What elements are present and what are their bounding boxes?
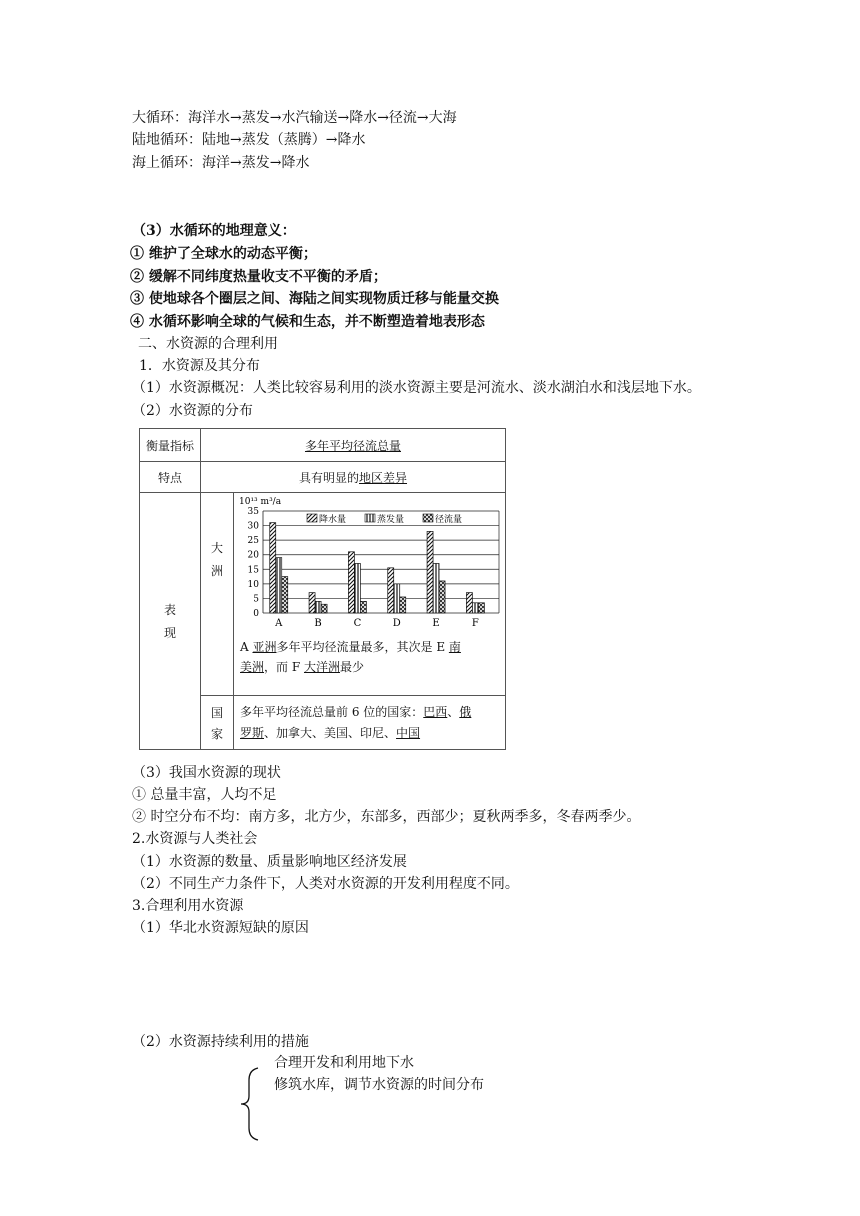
table-cell-continent [234,493,506,696]
rational-item-1: （1）华北水资源短缺的原因 [132,920,309,936]
bar-E-0 [427,531,433,613]
legend-label: 径流量 [435,515,463,525]
society-item-2: （2）不同生产力条件下，人类对水资源的开发利用程度不同。 [132,876,519,892]
indicator-text: 多年平均径流总量 [304,438,401,453]
legend-swatch [307,514,317,522]
y-tick-label: 20 [247,550,259,561]
runoff-bar-chart [237,493,505,633]
bar-D-2 [400,597,406,613]
y-tick-label: 0 [253,609,259,619]
y-tick-label: 15 [247,565,259,576]
legend-label: 降水量 [319,515,347,525]
y-axis-label: 10¹³ m³/a [239,497,282,507]
legend-swatch [365,514,375,522]
table-value-feature: 具有明显的地区差异 [201,462,506,493]
cycle-land: 陆地循环：陆地→蒸发（蒸腾）→降水 [132,132,366,148]
x-tick-label: C [353,618,362,629]
bar-F-2 [478,603,484,613]
significance-item-1: ① 维护了全球水的动态平衡； [130,246,317,262]
water-distribution-title: （2）水资源的分布 [132,403,253,419]
brace-icon [238,1066,264,1142]
bar-C-2 [360,601,366,613]
legend-label: 蒸发量 [377,515,405,525]
bar-B-2 [321,604,327,613]
bar-B-0 [309,593,315,613]
rational-item-2: （2）水资源持续利用的措施 [132,1034,309,1050]
y-tick-label: 30 [247,521,259,532]
x-tick-label: D [392,618,401,629]
bar-F-1 [472,603,478,613]
section-2-title: 二、水资源的合理利用 [138,336,278,352]
x-tick-label: F [471,618,479,629]
status-item-2: ② 时空分布不均：南方多，北方少，东部多，西部少；夏秋两季多，冬春两季少。 [132,809,641,825]
table-label-continent: 大 洲 [201,493,234,696]
bar-A-1 [276,558,282,613]
bar-D-1 [394,584,400,613]
bar-C-1 [354,563,360,613]
y-tick-label: 25 [247,536,259,547]
bar-B-1 [315,601,321,613]
status-item-1: ① 总量丰富，人均不足 [132,787,277,803]
measure-1: 合理开发和利用地下水 [274,1055,414,1071]
bar-A-2 [282,577,288,613]
society-title: 2.水资源与人类社会 [132,831,258,847]
rational-title: 3.合理利用水资源 [132,898,244,914]
table-label-performance: 表 现 [140,493,201,750]
bar-A-0 [270,523,276,613]
table-cell-country: 多年平均径流总量前 6 位的国家：巴西、俄 罗斯、加拿大、美国、印尼、中国 [234,696,506,750]
bar-F-0 [466,593,472,613]
y-tick-label: 35 [247,507,259,517]
cycle-big: 大循环：海洋水→蒸发→水汽输送→降水→径流→大海 [132,110,457,126]
bar-E-2 [439,581,445,613]
table-label-feature: 特点 [140,462,201,493]
x-tick-label: A [275,618,283,629]
significance-item-3: ③ 使地球各个圈层之间、海陆之间实现物质迁移与能量交换 [130,291,499,307]
bar-D-0 [388,568,394,613]
y-tick-label: 10 [247,579,259,590]
x-tick-label: E [432,618,440,629]
measure-2: 修筑水库，调节水资源的时间分布 [274,1077,484,1093]
status-title: （3）我国水资源的现状 [132,765,281,781]
y-tick-label: 5 [253,594,259,605]
section-2-sub1: 1．水资源及其分布 [139,358,260,374]
continent-text: A 亚洲多年平均径流量最多，其次是 E 南 美洲，而 F 大洋洲最少 [240,640,461,674]
distribution-table [139,428,506,750]
legend-swatch [423,514,433,522]
table-label-country: 国 家 [201,696,234,750]
table-value-indicator [201,429,506,462]
significance-item-2: ② 缓解不同纬度热量收支不平衡的矛盾； [130,269,387,285]
bar-C-0 [348,552,354,613]
society-item-1: （1）水资源的数量、质量影响地区经济发展 [132,854,407,870]
significance-heading: （3）水循环的地理意义： [132,223,296,239]
significance-item-4: ④ 水循环影响全球的气候和生态，并不断塑造着地表形态 [130,314,485,330]
x-tick-label: B [314,618,322,629]
bar-E-1 [433,563,439,613]
water-overview: （1）水资源概况：人类比较容易利用的淡水资源主要是河流水、淡水湖泊水和浅层地下水。 [132,380,701,396]
table-label-indicator: 衡量指标 [140,429,201,462]
cycle-sea: 海上循环：海洋→蒸发→降水 [132,155,310,171]
